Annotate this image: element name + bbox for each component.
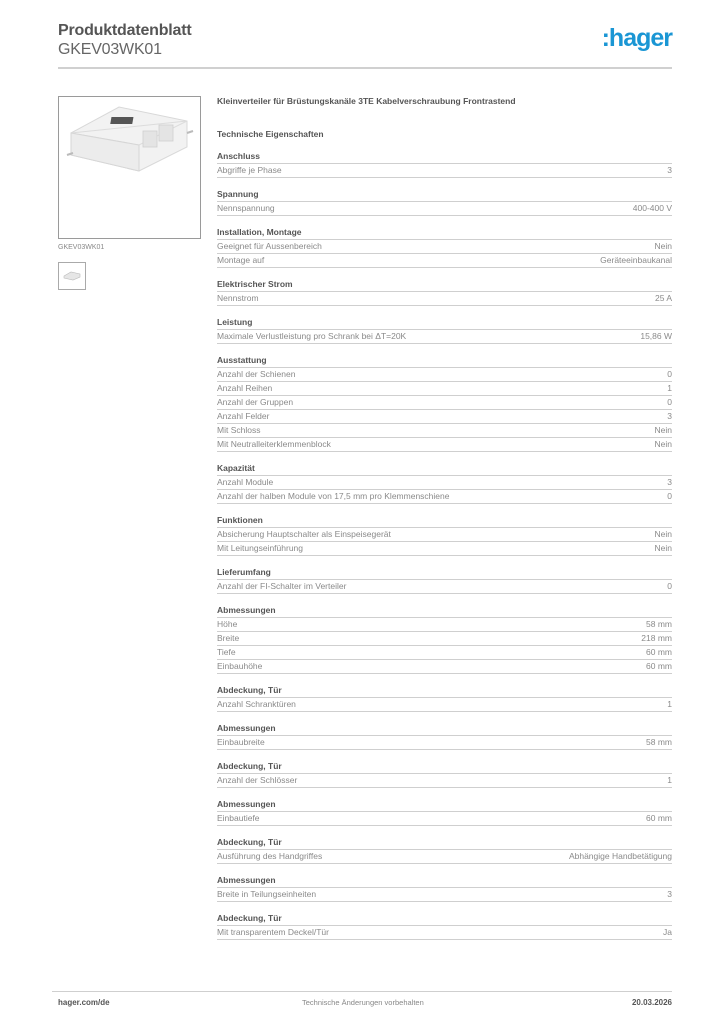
property-value: 1 [667, 383, 672, 393]
product-image [58, 96, 201, 239]
property-value: Abhängige Handbetätigung [568, 851, 672, 861]
property-label: Anzahl der Schlösser [217, 775, 298, 785]
group-heading: Abdeckung, Tür [217, 685, 672, 698]
group-heading: Abmessungen [217, 799, 672, 812]
property-row [217, 632, 672, 646]
product-illustration-icon [59, 97, 200, 238]
property-label: Höhe [217, 619, 238, 629]
group-heading: Ausstattung [217, 355, 672, 368]
property-row [217, 438, 672, 452]
product-code: GKEV03WK01 [58, 41, 162, 58]
property-value: Nein [654, 439, 672, 449]
property-label: Ausführung des Handgriffes [217, 851, 323, 861]
property-row [217, 528, 672, 542]
group-heading: Kapazität [217, 463, 672, 476]
group-heading: Installation, Montage [217, 227, 672, 240]
property-group [217, 463, 672, 504]
property-row [217, 926, 672, 940]
footer-divider [52, 991, 672, 992]
property-group [217, 189, 672, 216]
property-row [217, 202, 672, 216]
property-label: Nennspannung [217, 203, 275, 213]
group-heading: Abmessungen [217, 875, 672, 888]
property-group [217, 913, 672, 940]
group-heading: Abdeckung, Tür [217, 837, 672, 850]
property-label: Mit transparentem Deckel/Tür [217, 927, 329, 937]
property-label: Abgriffe je Phase [217, 165, 282, 175]
property-row [217, 476, 672, 490]
property-value: Nein [654, 529, 672, 539]
property-label: Anzahl Felder [217, 411, 270, 421]
property-value: Ja [663, 927, 672, 937]
group-heading: Abmessungen [217, 723, 672, 736]
group-heading: Abmessungen [217, 605, 672, 618]
property-value: 58 mm [646, 737, 672, 747]
property-value: 3 [667, 889, 672, 899]
property-label: Einbauhöhe [217, 661, 263, 671]
property-group [217, 761, 672, 788]
property-row [217, 660, 672, 674]
property-label: Anzahl der FI-Schalter im Verteiler [217, 581, 347, 591]
property-label: Nennstrom [217, 293, 259, 303]
property-row [217, 254, 672, 268]
property-label: Mit Neutralleiterklemmenblock [217, 439, 331, 449]
property-group [217, 279, 672, 306]
document-title: Produktdatenblatt [58, 22, 192, 39]
property-value: 15,86 W [640, 331, 672, 341]
property-value: 1 [667, 699, 672, 709]
property-row [217, 618, 672, 632]
property-group [217, 875, 672, 902]
section-title: Technische Eigenschaften [217, 129, 324, 139]
property-value: 1 [667, 775, 672, 785]
property-label: Montage auf [217, 255, 265, 265]
property-label: Tiefe [217, 647, 236, 657]
group-heading: Funktionen [217, 515, 672, 528]
property-group [217, 567, 672, 594]
property-label: Mit Leitungseinführung [217, 543, 304, 553]
property-label: Maximale Verlustleistung pro Schrank bei ΔT=20K [217, 331, 407, 341]
property-row [217, 850, 672, 864]
property-group [217, 605, 672, 674]
property-row [217, 580, 672, 594]
property-label: Mit Schloss [217, 425, 261, 435]
property-value: 218 mm [641, 633, 672, 643]
property-value: Geräteeinbaukanal [600, 255, 672, 265]
property-label: Anzahl der halben Module von 17,5 mm pro Klemmenschiene [217, 491, 450, 501]
footer-website-link[interactable]: hager.com/de [58, 998, 110, 1007]
property-group [217, 799, 672, 826]
property-group [217, 515, 672, 556]
group-heading: Abdeckung, Tür [217, 761, 672, 774]
property-group [217, 685, 672, 712]
property-label: Geeignet für Aussenbereich [217, 241, 322, 251]
property-row [217, 774, 672, 788]
property-groups [217, 151, 672, 940]
property-row [217, 330, 672, 344]
property-group [217, 837, 672, 864]
property-value: 3 [667, 165, 672, 175]
property-row [217, 410, 672, 424]
property-row [217, 888, 672, 902]
product-description: Kleinverteiler für Brüstungskanäle 3TE Kabelverschraubung Frontrastend [217, 96, 516, 106]
property-label: Anzahl der Schienen [217, 369, 296, 379]
property-value: 0 [667, 491, 672, 501]
footer-disclaimer: Technische Änderungen vorbehalten [302, 998, 424, 1007]
property-row [217, 736, 672, 750]
property-value: 3 [667, 477, 672, 487]
property-row [217, 542, 672, 556]
thumbnail-image-icon [59, 263, 85, 289]
property-label: Einbaubreite [217, 737, 265, 747]
property-value: 25 A [654, 293, 672, 303]
property-value: Nein [654, 543, 672, 553]
property-row [217, 382, 672, 396]
property-value: Nein [654, 425, 672, 435]
group-heading: Lieferumfang [217, 567, 672, 580]
property-value: 0 [667, 369, 672, 379]
property-label: Breite in Teilungseinheiten [217, 889, 317, 899]
property-row [217, 490, 672, 504]
page-header [58, 20, 672, 68]
header-divider [58, 67, 672, 69]
property-row [217, 812, 672, 826]
property-row [217, 396, 672, 410]
group-heading: Spannung [217, 189, 672, 202]
group-heading: Abdeckung, Tür [217, 913, 672, 926]
property-group [217, 355, 672, 452]
property-group [217, 151, 672, 178]
property-value: 0 [667, 581, 672, 591]
property-row [217, 292, 672, 306]
technical-content [217, 96, 672, 940]
group-heading: Anschluss [217, 151, 672, 164]
property-row [217, 698, 672, 712]
property-label: Absicherung Hauptschalter als Einspeisegerät [217, 529, 391, 539]
property-row [217, 424, 672, 438]
image-caption: GKEV03WK01 [58, 244, 105, 251]
property-value: 0 [667, 397, 672, 407]
property-row [217, 368, 672, 382]
property-value: 400-400 V [632, 203, 672, 213]
property-label: Anzahl der Gruppen [217, 397, 294, 407]
property-label: Anzahl Reihen [217, 383, 273, 393]
property-label: Anzahl Schranktüren [217, 699, 296, 709]
property-group [217, 227, 672, 268]
property-value: 3 [667, 411, 672, 421]
property-label: Breite [217, 633, 240, 643]
property-label: Einbautiefe [217, 813, 260, 823]
property-row [217, 164, 672, 178]
property-row [217, 646, 672, 660]
property-value: 60 mm [646, 813, 672, 823]
property-value: 60 mm [646, 647, 672, 657]
hager-logo: :hager [601, 24, 672, 52]
footer-date: 20.03.2026 [631, 998, 672, 1007]
property-value: 58 mm [646, 619, 672, 629]
product-thumbnail[interactable] [58, 262, 86, 290]
property-row [217, 240, 672, 254]
property-value: 60 mm [646, 661, 672, 671]
property-group [217, 317, 672, 344]
property-label: Anzahl Module [217, 477, 274, 487]
group-heading: Leistung [217, 317, 672, 330]
property-value: Nein [654, 241, 672, 251]
group-heading: Elektrischer Strom [217, 279, 672, 292]
property-group [217, 723, 672, 750]
